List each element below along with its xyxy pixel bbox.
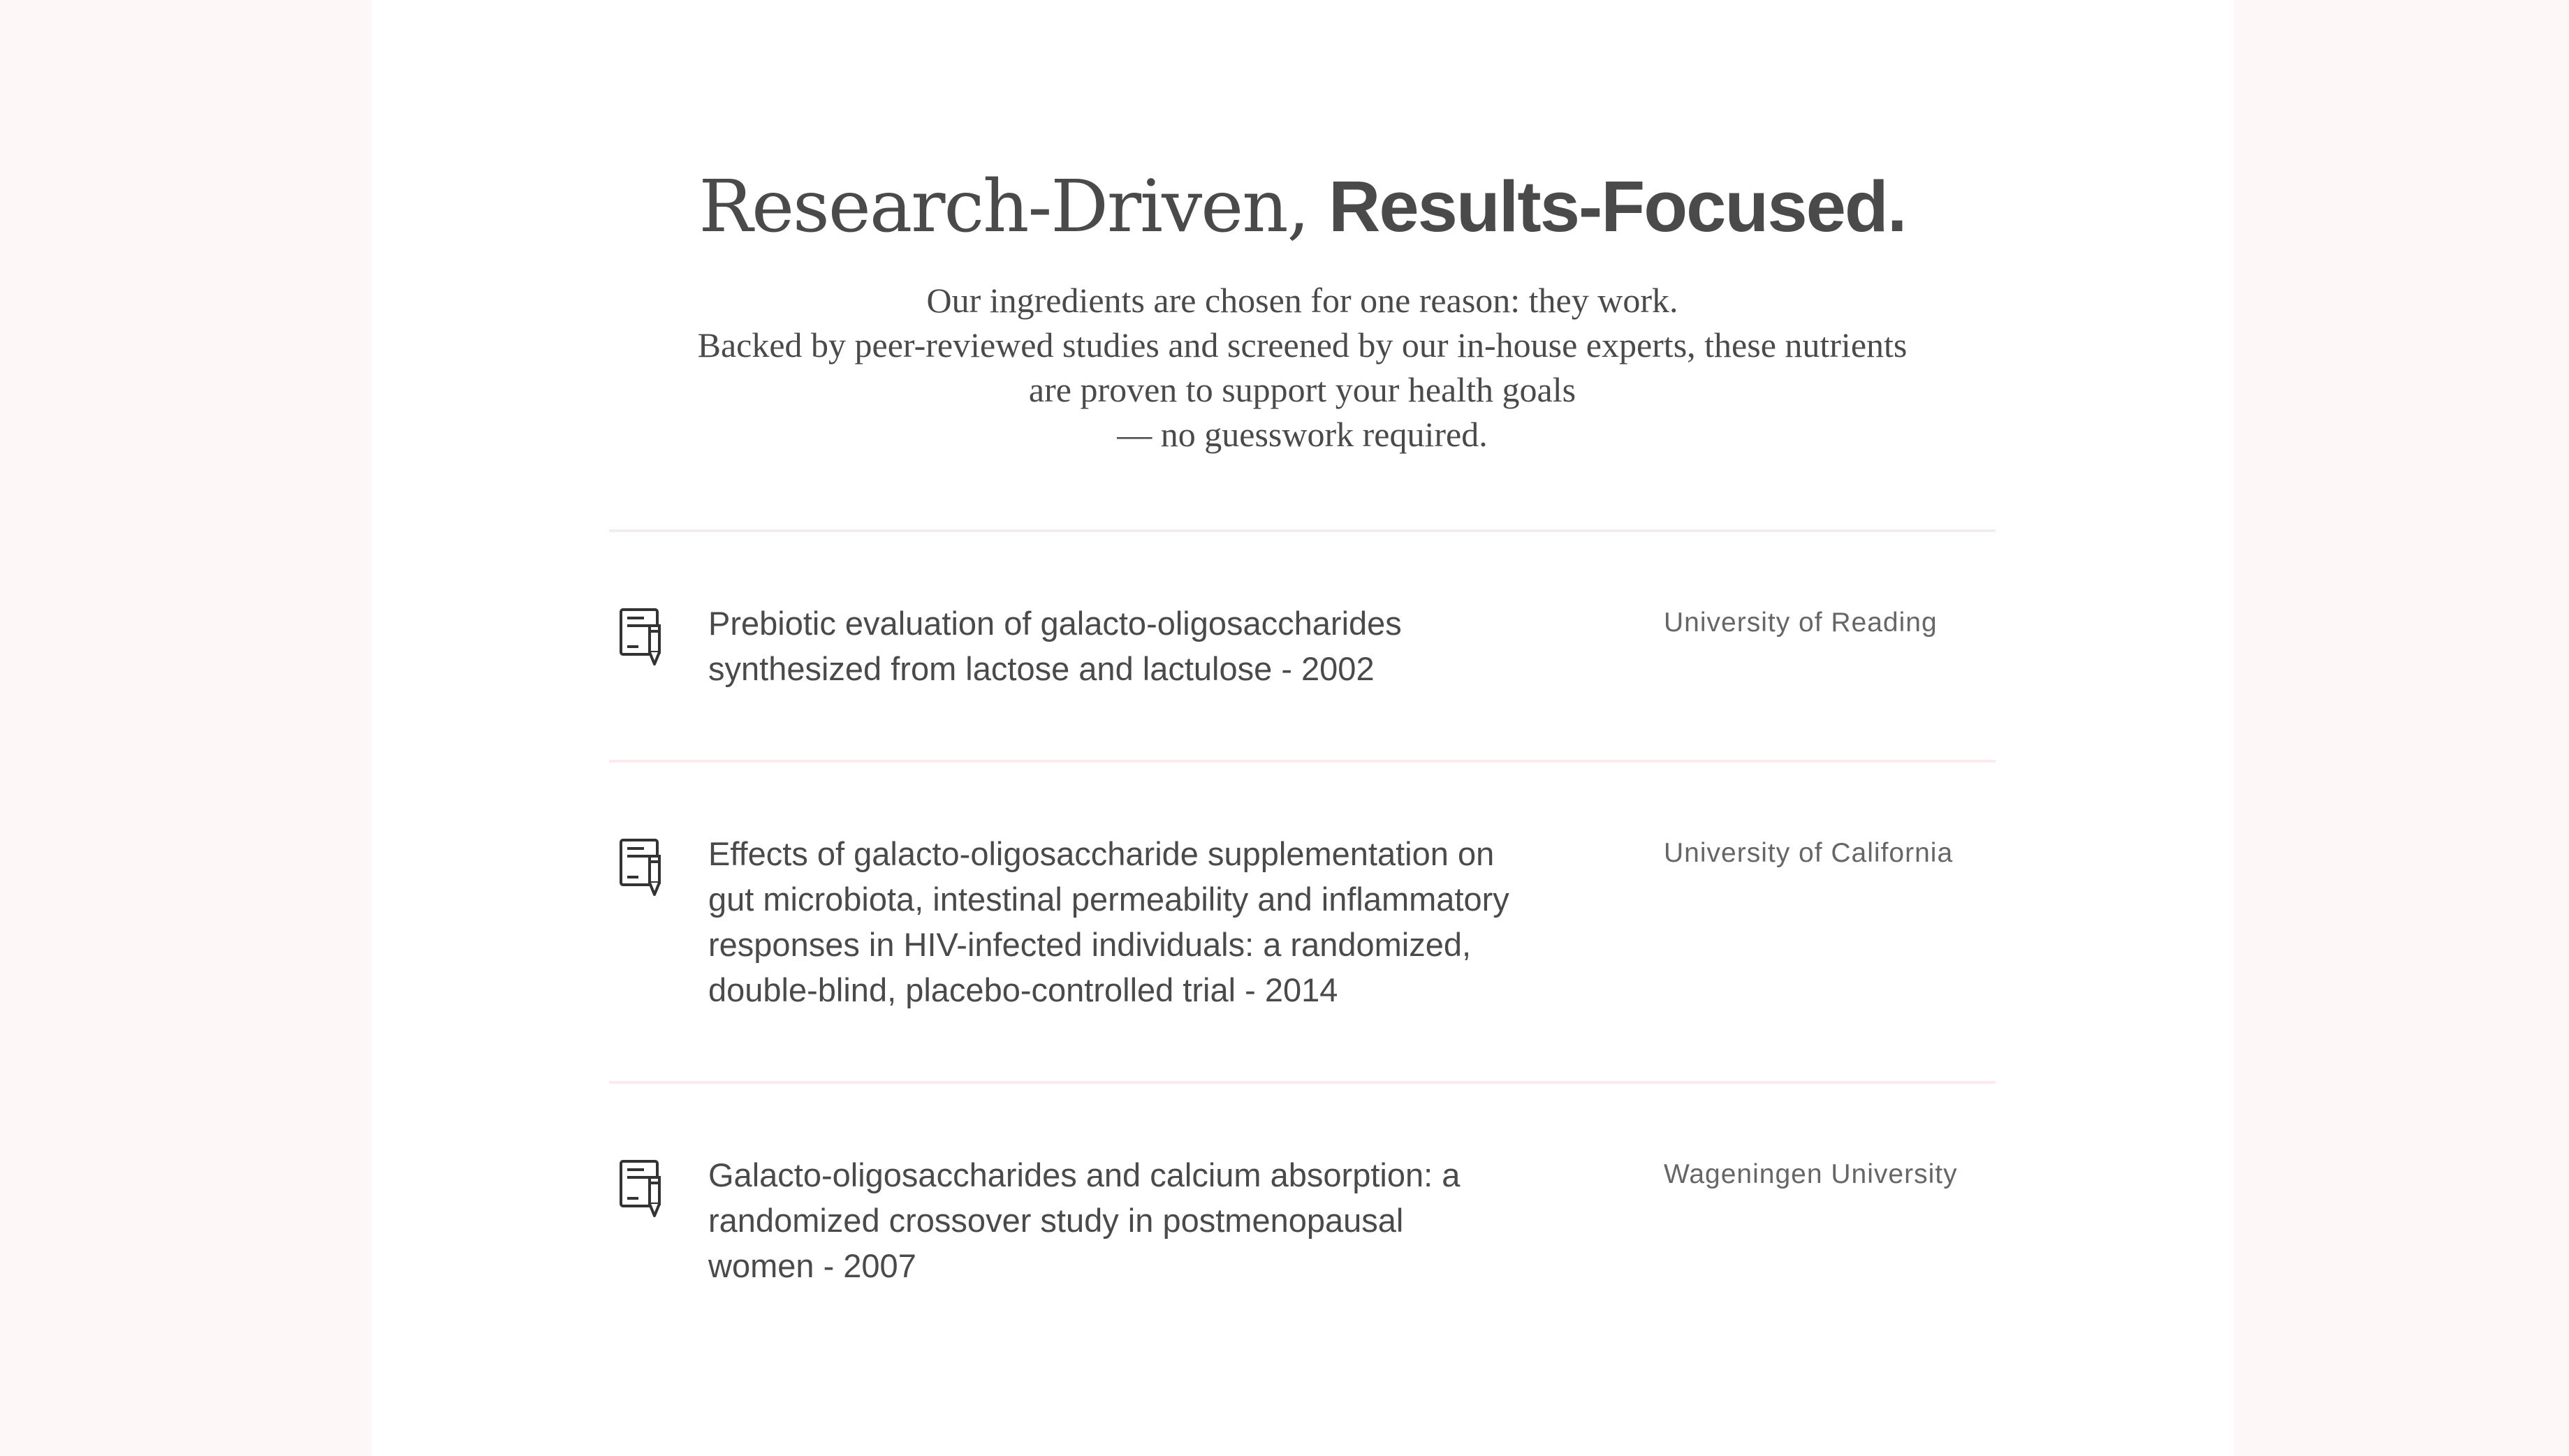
study-title [708,1152,1546,1288]
intro-line: Our ingredients are chosen for one reason: they work. [926,281,1678,320]
study-source: University of California [1664,838,1954,868]
divider [609,1081,1996,1084]
study-title-line: gut microbiota, intestinal permeability and inflammatory [708,881,1509,918]
divider [609,529,1996,532]
study-title-line: Effects of galacto-oligosaccharide supplementation on [708,835,1495,872]
heading-bold-text: Results-Focused. [1328,166,1906,247]
document-pen-icon [619,838,664,897]
intro-line: are proven to support your health goals [1028,370,1576,409]
study-title-line: women - 2007 [708,1247,916,1284]
study-source: Wageningen University [1664,1159,1958,1189]
study-title-line: Galacto-oligosaccharides and calcium absorption: a [708,1156,1461,1193]
intro-line: Backed by peer-reviewed studies and screened by our in-house experts, these nutrients [697,325,1908,365]
document-pen-icon [619,608,664,666]
divider [609,760,1996,763]
study-title [708,601,1546,691]
study-title-line: synthesized from lactose and lactulose - 2002 [708,650,1375,687]
study-title-line: double-blind, placebo-controlled trial - 2014 [708,971,1338,1008]
study-title [708,831,1546,1013]
intro-text [609,278,1996,457]
section-heading [609,158,1996,256]
study-title-line: randomized crossover study in postmenopausal [708,1202,1404,1239]
document-pen-icon [619,1159,664,1218]
heading-light-text: Research-Driven, [698,165,1309,249]
intro-line: — no guesswork required. [1117,415,1488,454]
study-title-line: responses in HIV-infected individuals: a randomized, [708,926,1472,963]
study-source: University of Reading [1664,608,1938,638]
content-panel [372,0,2234,1456]
study-title-line: Prebiotic evaluation of galacto-oligosaccharides [708,605,1402,642]
